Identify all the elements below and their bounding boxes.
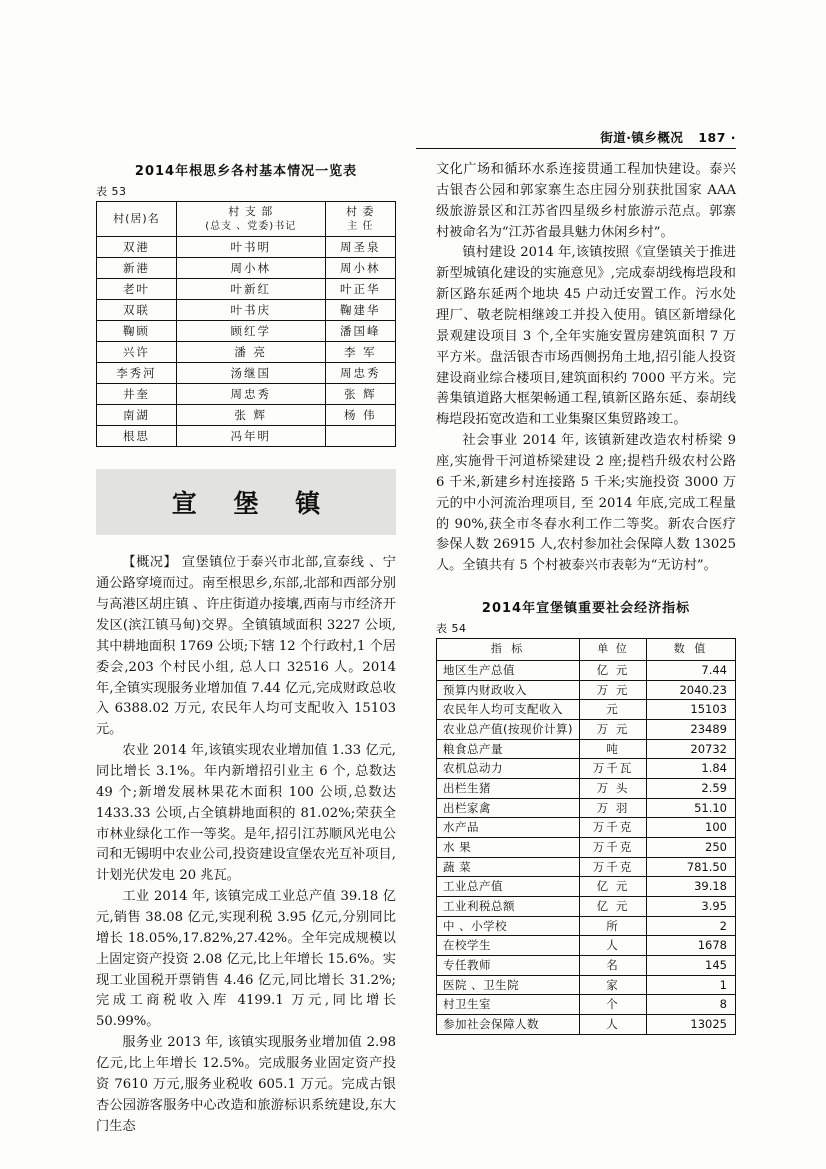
indicator-col-value: 数 值: [647, 639, 736, 661]
cell-label: 农民年人均可支配收入: [437, 700, 580, 720]
village-table: [96, 201, 396, 447]
cell-unit: 万千瓦: [580, 759, 647, 779]
table-row: [437, 877, 736, 897]
cell-unit: 亿 元: [580, 897, 647, 917]
header-rule: [416, 148, 736, 149]
cell-secretary: 张 辉: [176, 405, 325, 426]
table-row: [437, 661, 736, 681]
cell-unit: 万千克: [580, 857, 647, 877]
table-row: [437, 995, 736, 1015]
cell-director: 潘国峰: [325, 321, 395, 342]
town-name: 宣 堡 镇: [171, 489, 335, 519]
cell-value: 1678: [647, 936, 736, 956]
cell-label: 地区生产总值: [437, 661, 580, 681]
table-header-row: [437, 639, 736, 661]
cell-village: 南湖: [97, 405, 177, 426]
cell-secretary: 冯年明: [176, 426, 325, 447]
table-row: [97, 258, 396, 279]
table-row: [437, 759, 736, 779]
village-table-number: 表 53: [96, 185, 127, 198]
indicator-col-unit: 单 位: [580, 639, 647, 661]
table-row: [97, 426, 396, 447]
table-row: [437, 975, 736, 995]
cell-value: 145: [647, 956, 736, 976]
village-col-name: [97, 202, 177, 237]
table-row: [97, 279, 396, 300]
page-number: 187: [698, 130, 726, 145]
table-row: [437, 798, 736, 818]
cell-director: 周圣泉: [325, 237, 395, 258]
paragraph-industry: 工业 2014 年, 该镇完成工业总产值 39.18 亿元,销售 38.08 亿元,实现利税 3.95 亿元,分别同比增长 18.05%,17.82%,27.42%。全年完成规模以上固定资产投资 2.08 亿元,比上年增长 15.6%。实现工业国税开票销售 4.46 亿元,同比增长 31.2%;完成工商税收入库 4199.1 万元,同比增长 50.99%。: [96, 889, 396, 1030]
cell-village: 井奎: [97, 384, 177, 405]
cell-value: 100: [647, 818, 736, 838]
cell-secretary: 顾红学: [176, 321, 325, 342]
cell-unit: 吨: [580, 739, 647, 759]
indicator-table-number: 表 54: [436, 622, 467, 636]
cell-village: 根思: [97, 426, 177, 447]
cell-value: 15103: [647, 700, 736, 720]
table-row: [437, 720, 736, 740]
table-row: [97, 237, 396, 258]
cell-unit: 所: [580, 916, 647, 936]
cell-unit: 万千克: [580, 838, 647, 858]
cell-secretary: 潘 亮: [176, 342, 325, 363]
cell-village: 兴许: [97, 342, 177, 363]
cell-label: 医院 、卫生院: [437, 975, 580, 995]
cell-secretary: 汤继国: [176, 363, 325, 384]
paragraph-services: 服务业 2013 年, 该镇实现服务业增加值 2.98 亿元,比上年增长 12.5%。完成服务业固定资产投资 7610 万元,服务业税收 605.1 万元。完成古银杏公园游客服务中心改造和旅游标识系统建设,东大门生态: [96, 1035, 396, 1134]
table-row: [97, 363, 396, 384]
cell-label: 出栏家禽: [437, 798, 580, 818]
cell-value: 1: [647, 975, 736, 995]
cell-value: 2040.23: [647, 680, 736, 700]
cell-label: 村卫生室: [437, 995, 580, 1015]
cell-value: 13025: [647, 1015, 736, 1035]
cell-label: 蔬 菜: [437, 857, 580, 877]
cell-value: 39.18: [647, 877, 736, 897]
cell-value: 7.44: [647, 661, 736, 681]
cell-secretary: 叶书庆: [176, 300, 325, 321]
table-row: [97, 384, 396, 405]
cell-director: 杨 伟: [325, 405, 395, 426]
village-table-body: [97, 237, 396, 447]
cell-director: 周忠秀: [325, 363, 395, 384]
cell-unit: 万 元: [580, 680, 647, 700]
cell-secretary: 叶书明: [176, 237, 325, 258]
cell-label: 在校学生: [437, 936, 580, 956]
cell-village: 老叶: [97, 279, 177, 300]
table-row: [97, 300, 396, 321]
cell-director: 周小林: [325, 258, 395, 279]
paragraph-services-cont: 文化广场和循环水系连接贯通工程加快建设。泰兴古银杏公园和郭家寨生态庄园分别获批国家 AAA 级旅游景区和江苏省四星级乡村旅游示范点。郭寨村被命名为“江苏省最具魅力休闲乡村”。: [436, 162, 736, 240]
table-header-row: [97, 202, 396, 237]
page-content: [96, 128, 736, 1134]
town-banner: [96, 469, 396, 535]
indicator-table-body: [437, 661, 736, 1035]
cell-village: 鞠顾: [97, 321, 177, 342]
cell-value: 2.59: [647, 779, 736, 799]
cell-secretary: 周忠秀: [176, 384, 325, 405]
cell-unit: 人: [580, 1015, 647, 1035]
page-number-dot: ·: [730, 130, 736, 145]
cell-unit: 家: [580, 975, 647, 995]
table-row: [437, 818, 736, 838]
paragraph-social-undertakings: 社会事业 2014 年, 该镇新建改造农村桥梁 9 座,实施骨干河道桥梁建设 2 座;提档升级农村公路 6 千米,新建乡村连接路 5 千米;实施投资 3000 万元的中小河流治理项目, 至 2014 年底,完成工程量的 90%,获全市冬春水利工作二等奖。新农合医疗参保人数 26915 人,农村参加社会保障人数 13025 人。全镇共有 5 个村被泰兴市表彰为“无访村”。: [436, 433, 736, 574]
table-row: [437, 956, 736, 976]
cell-value: 23489: [647, 720, 736, 740]
table-row: [437, 897, 736, 917]
table-row: [437, 700, 736, 720]
indicator-col-label: 指 标: [437, 639, 580, 661]
cell-unit: 万千克: [580, 818, 647, 838]
cell-unit: 亿 元: [580, 661, 647, 681]
table-row: [437, 739, 736, 759]
cell-value: 20732: [647, 739, 736, 759]
cell-label: 工业总产值: [437, 877, 580, 897]
table-row: [437, 838, 736, 858]
cell-director: 李 军: [325, 342, 395, 363]
cell-director: [325, 426, 395, 447]
village-col-secretary: [176, 202, 325, 237]
col-main: 村 支 部: [228, 205, 274, 218]
cell-label: 预算内财政收入: [437, 680, 580, 700]
cell-unit: 万 头: [580, 779, 647, 799]
running-head-title: 街道·镇乡概况: [600, 130, 684, 145]
cell-unit: 万 羽: [580, 798, 647, 818]
cell-value: 51.10: [647, 798, 736, 818]
cell-director: 张 辉: [325, 384, 395, 405]
cell-unit: 个: [580, 995, 647, 1015]
cell-value: 8: [647, 995, 736, 1015]
cell-director: 鞠建华: [325, 300, 395, 321]
cell-value: 781.50: [647, 857, 736, 877]
indicator-table-title: 2014年宣堡镇重要社会经济指标: [481, 601, 691, 617]
cell-unit: 人: [580, 936, 647, 956]
paragraph-agriculture: 农业 2014 年,该镇实现农业增加值 1.33 亿元,同比增长 3.1%。年内新增招引业主 6 个, 总数达 49 个;新增发展林果花木面积 100 公顷,总数达 1433.33 公顷,占全镇耕地面积的 81.02%;荣获全市林业绿化工作一等奖。是年,招引江苏顺风光电公司和无锡明中农业公司,投资建设宣堡农光互补项目,计划光伏发电 20 兆瓦。: [96, 743, 396, 884]
cell-secretary: 周小林: [176, 258, 325, 279]
indicator-table: [436, 638, 736, 1035]
table-row: [437, 916, 736, 936]
cell-value: 250: [647, 838, 736, 858]
cell-label: 粮食总产量: [437, 739, 580, 759]
table-row: [437, 857, 736, 877]
col-sub: 主 任: [347, 220, 374, 232]
cell-director: 叶正华: [325, 279, 395, 300]
cell-village: 双港: [97, 237, 177, 258]
cell-value: 1.84: [647, 759, 736, 779]
cell-village: 新港: [97, 258, 177, 279]
table-row: [97, 321, 396, 342]
cell-label: 农机总动力: [437, 759, 580, 779]
cell-label: 出栏生猪: [437, 779, 580, 799]
col-sub: (总支 、党委)书记: [205, 220, 297, 232]
col-main: 村 委: [346, 205, 375, 218]
cell-label: 专任教师: [437, 956, 580, 976]
cell-value: 2: [647, 916, 736, 936]
paragraph-overview: 【概况】 宣堡镇位于泰兴市北部,宣泰线 、宁通公路穿境而过。南至根思乡,东部,北部和西部分别与高港区胡庄镇 、许庄街道办接壤,西南与市经济开发区(滨江镇马甸)交界。全镇镇域面积 3227 公顷,其中耕地面积 1769 公顷;下辖 12 个行政村,1 个居委会,203 个村民小组, 总人口 32516 人。2014 年,全镇实现服务业增加值 7.44 亿元,完成财政总收入 6388.02 万元, 农民年人均可支配收入 15103 元。: [96, 555, 396, 738]
running-head: [600, 128, 736, 146]
cell-label: 中 、小学校: [437, 916, 580, 936]
table-row: [97, 405, 396, 426]
cell-label: 工业利税总额: [437, 897, 580, 917]
left-column: [96, 160, 396, 1137]
table-row: [437, 1015, 736, 1035]
paragraph-town-construction: 镇村建设 2014 年,该镇按照《宣堡镇关于推进新型城镇化建设的实施意见》,完成泰胡线梅垲段和新区路东延两个地块 45 户动迁安置工作。污水处理厂、敬老院相继竣工并投入使用。镇区新增绿化景观建设项目 3 个,全年实施安置房建筑面积 7 万平方米。盘活银杏市场西侧拐角土地,招引能人投资建设商业综合楼项目,建筑面积约 7000 平方米。完善集镇道路大框架畅通工程,镇新区路东延、泰胡线梅垲段拓宽改造和工业集聚区集贸路竣工。: [436, 245, 736, 428]
cell-value: 3.95: [647, 897, 736, 917]
village-col-director: [325, 202, 395, 237]
col-main: 村(居)名: [113, 211, 160, 225]
cell-unit: 名: [580, 956, 647, 976]
table-row: [97, 342, 396, 363]
village-table-title: 2014年根思乡各村基本情况一览表: [134, 164, 358, 179]
cell-unit: 万 元: [580, 720, 647, 740]
table-row: [437, 936, 736, 956]
right-column: [436, 160, 736, 1035]
cell-label: 参加社会保障人数: [437, 1015, 580, 1035]
cell-village: 双联: [97, 300, 177, 321]
cell-village: 李秀河: [97, 363, 177, 384]
table-row: [437, 680, 736, 700]
cell-label: 水产品: [437, 818, 580, 838]
table-row: [437, 779, 736, 799]
cell-label: 水 果: [437, 838, 580, 858]
cell-label: 农业总产值(按现价计算): [437, 720, 580, 740]
cell-unit: 元: [580, 700, 647, 720]
cell-secretary: 叶新红: [176, 279, 325, 300]
cell-unit: 亿 元: [580, 877, 647, 897]
